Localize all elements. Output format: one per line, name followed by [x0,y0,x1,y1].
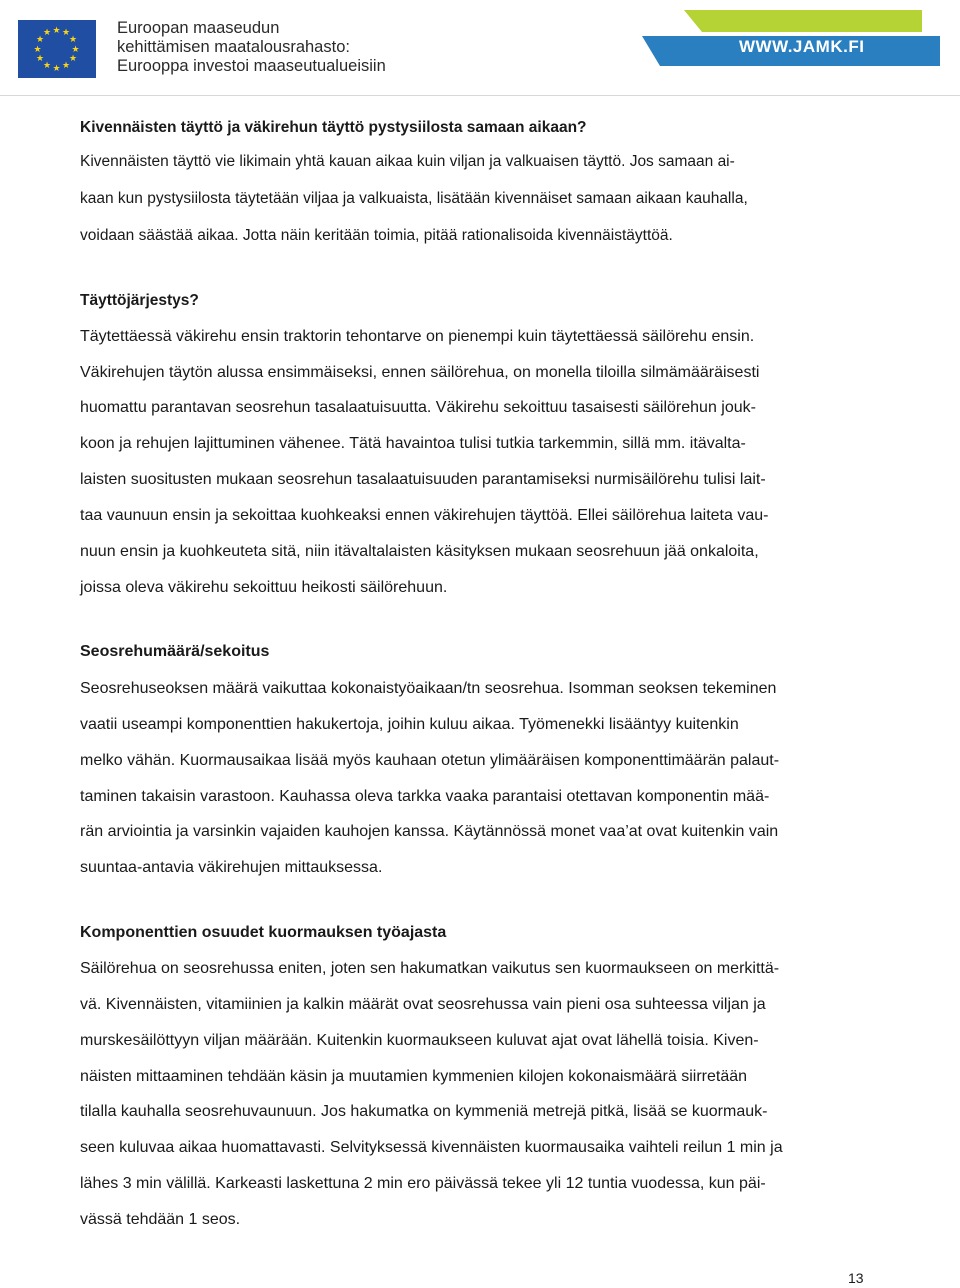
eu-star-icon: ★ [36,53,45,63]
paragraph-line: taa vaunuun ensin ja sekoittaa kuohkeaksi ennen väkirehujen täyttöä. Ellei säilörehua laiteta vau- [80,507,769,524]
paragraph-line: vässä tehdään 1 seos. [80,1211,241,1228]
paragraph-line: suuntaa-antavia väkirehujen mittauksessa. [80,859,383,876]
eu-line-1: Euroopan maaseudun [117,19,280,37]
paragraph-line: Täytettäessä väkirehu ensin traktorin tehontarve on pienempi kuin täytettäessä säilörehu ensin. [80,328,755,345]
section-heading: Seosrehumäärä/sekoitus [80,643,270,660]
paragraph-line: nuun ensin ja kuohkeuteta sitä, niin itävaltalaisten käsityksen mukaan seosrehuun jää onkaloita, [80,543,759,560]
paragraph-line: Säilörehua on seosrehussa eniten, joten sen hakumatkan vaikutus sen kuormaukseen on merkittä- [80,960,780,977]
paragraph-line: melko vähän. Kuormausaikaa lisää myös kauhaan otetun ylimääräisen komponenttimäärän palaut- [80,752,780,769]
section-heading: Kivennäisten täyttö ja väkirehun täyttö pystysiilosta samaan aikaan? [80,119,587,136]
paragraph-line: taminen takaisin varastoon. Kauhassa oleva tarkka vaaka parantaisi otettavan komponentin mää- [80,788,770,805]
paragraph-line: näisten mittaaminen tehdään käsin ja muutamien kymmenien kilojen kokonaismäärä siirretään [80,1068,748,1085]
eu-star-icon: ★ [71,43,80,54]
eu-star-icon: ★ [68,34,78,44]
paragraph-line: laisten suositusten mukaan seosrehun tasalaatuisuuden parantamiseksi nurmisäilörehu tulisi lait- [80,471,766,488]
paragraph-line: Kivennäisten täyttö vie likimain yhtä kauan aikaa kuin viljan ja valkuaisen täyttö. Jos samaan ai- [80,153,735,170]
eu-star-icon: ★ [33,43,42,54]
eu-flag-logo [18,20,96,78]
paragraph-line: lähes 3 min välillä. Karkeasti laskettuna 2 min ero päivässä tekee yli 12 tuntia vuodessa, kun päi- [80,1175,766,1192]
eu-star-icon: ★ [62,27,71,38]
eu-line-2: kehittämisen maatalousrahasto: [117,38,350,56]
paragraph-line: vä. Kivennäisten, vitamiinien ja kalkin määrät ovat seosrehussa vain pieni osa suhteessa viljan ja [80,996,766,1013]
header-divider [0,95,960,96]
paragraph-line: joissa oleva väkirehu sekoittuu heikosti säilörehuun. [80,579,448,596]
paragraph-line: vaatii useampi komponenttien hakukertoja, joihin kuluu aikaa. Työmenekki lisääntyy kuitenkin [80,716,739,733]
paragraph-line: kaan kun pystysiilosta täytetään viljaa ja valkuaista, lisätään kivennäiset samaan aikaan kauhalla, [80,190,748,207]
paragraph-line: seen kuluvaa aikaa huomattavasti. Selvityksessä kivennäisten kuormausaika vaihteli reilun 1 min ja [80,1139,783,1156]
paragraph-line: rän arviointia ja varsinkin vajaiden kauhojen kanssa. Käytännössä monet vaa’at ovat kuitenkin vain [80,823,779,840]
paragraph-line: huomattu parantavan seosrehun tasalaatuisuutta. Väkirehu sekoittuu tasaisesti säilörehun jouk- [80,399,756,416]
section-heading: Komponenttien osuudet kuormauksen työajasta [80,924,447,941]
eu-star-icon: ★ [62,59,71,70]
paragraph-line: tilalla kauhalla seosrehuvaunuun. Jos hakumatka on kymmeniä metrejä pitkä, lisää se kuormauk- [80,1103,768,1120]
eu-star-icon: ★ [52,24,61,35]
paragraph-line: koon ja rehujen lajittuminen vähenee. Tätä havaintoa tulisi tutkia tarkemmin, sillä mm. itävalta- [80,435,746,452]
paragraph-line: murskesäilöttyyn viljan määrään. Kuitenkin kuormaukseen kuluvat ajat ovat lähellä toisia. Kiven- [80,1032,759,1049]
paragraph-line: voidaan säästää aikaa. Jotta näin keritään toimia, pitää rationalisoida kivennäistäyttöä. [80,227,673,244]
eu-star-icon: ★ [52,62,61,73]
section-heading: Täyttöjärjestys? [80,292,199,309]
paragraph-line: Väkirehujen täytön alussa ensimmäiseksi, ennen säilörehua, on monella tiloilla silmämääräisesti [80,364,760,381]
page-number: 13 [848,1270,864,1286]
eu-star-icon: ★ [43,27,52,38]
eu-star-icon: ★ [43,59,52,70]
eu-star-icon: ★ [36,34,45,44]
jamk-url[interactable]: WWW.JAMK.FI [739,37,865,56]
paragraph-line: Seosrehuseoksen määrä vaikuttaa kokonaistyöaikaan/tn seosrehua. Isomman seoksen tekeminen [80,680,777,697]
eu-funding-text [117,19,386,76]
eu-star-icon: ★ [68,53,78,63]
eu-line-3: Eurooppa investoi maaseutualueisiin [117,57,386,75]
